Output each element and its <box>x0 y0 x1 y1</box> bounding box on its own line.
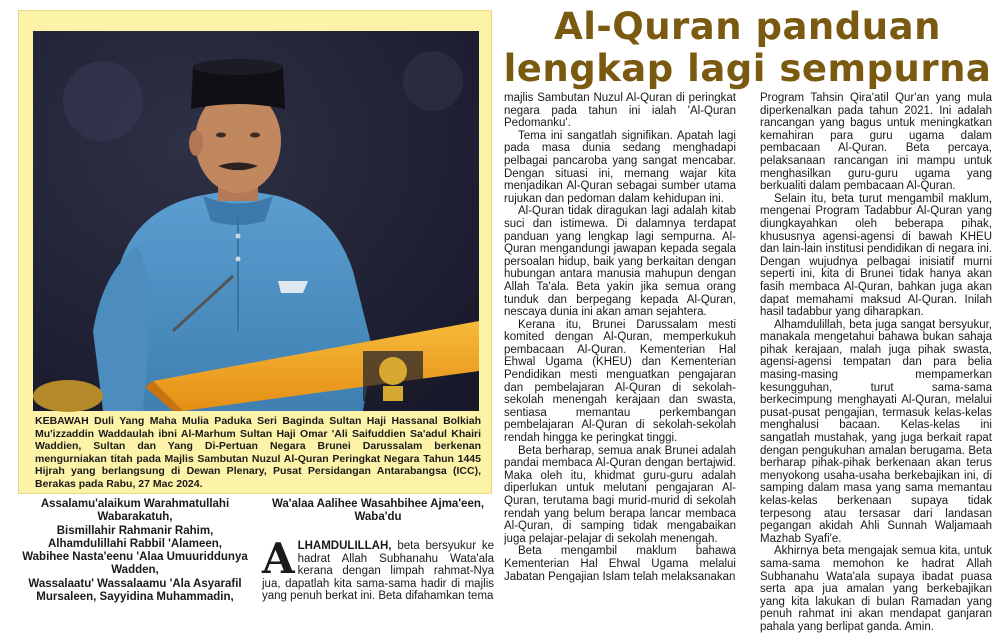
paragraph: majlis Sambutan Nuzul Al-Quran di peringkat negara pada tahun ini ialah 'Al-Quran Pedomanku'. <box>504 92 736 130</box>
salutation-line: Wadden, <box>111 564 159 577</box>
intro-first-word: LHAMDULILLAH, <box>297 540 392 552</box>
salutation-line: Assalamu'alaikum Warahmatullahi <box>40 498 230 510</box>
photo-panel <box>18 10 492 494</box>
paragraph: Beta berharap, semua anak Brunei adalah pandai membaca Al-Quran dengan bertajwid. Maka oleh itu, khidmat guru-guru adalah diperlukan untuk melutani pengajaran Al-Quran, terutama bagi murid-murid di sekolah rendah yang belum berapa lancar membaca Al-Quran, di samping tidak mengabaikan juga pelajar-pelajar di sekolah menengah. <box>504 444 736 545</box>
photo-caption: KEBAWAH Duli Yang Maha Mulia Paduka Seri Baginda Sultan Haji Hassanal Bolkiah Mu'izzaddin Waddaulah ibni Al-Marhum Sultan Haji Omar 'Ali Saifuddien Sa'adul Khairi Waddien, Sultan dan Yang Di-Pertuan Negara Brunei Darussalam berkenan mengurniakan titah pada Majlis Sambutan Nuzul Al-Quran Peringkat Negara Tahun 1445 Hijrah yang berlangsung di Dewan Plenary, Pusat Persidangan Antarabangsa (ICC), Berakas pada Rabu, 27 Mac 2024. <box>35 415 481 490</box>
paragraph: Al-Quran tidak diragukan lagi adalah kitab suci dan istimewa. Di dalamnya terdapat panduan yang lengkap lagi sempurna. Al-Quran mengandungi jawapan kepada segala persoalan hidup, baik yang berkaitan dengan hubungan antara manusia mahupun dengan Allah Ta'ala. Beta yakin jika semua orang tunduk dan berpegang kepada Al-Quran, nescaya dunia ini akan aman sejahtera. <box>504 205 736 319</box>
paragraph: Selain itu, beta turut mengambil maklum, mengenai Program Tadabbur Al-Quran yang diungkayahkan oleh beberapa pihak, khususnya agensi-agensi di bawah KHEU dan lain-lain institusi pendidikan di negara ini. Dengan wujudnya pelbagai inisiatif murni seperti ini, kita di Brunei tidak hanya akan fasih membaca Al-Quran, bahkan juga akan dapat memahami maksud Al-Quran. Inilah hasil tadabbur yang diharapkan. <box>760 192 992 319</box>
article-column-2 <box>760 92 992 633</box>
salutation-line: Wabarakatuh, <box>97 511 173 524</box>
salutation-line: Wabihee Nasta'eenu 'Alaa Umuuriddunya <box>22 551 248 564</box>
paragraph: Beta mengambil maklum bahawa Kementerian Hal Ehwal Ugama melalui Jabatan Pengajian Islam telah melaksanakan <box>504 545 736 583</box>
reply-line: Waba'du <box>354 511 402 524</box>
intro-text: beta bersyukur ke hadrat Allah Subhanahu Wata'ala kerana dengan limpah rahmat-Nya jua, dapatlah kita sama-sama hadir di majlis yang penuh berkat ini. Beta difahamkan tema <box>262 540 494 603</box>
headline-line-1: Al-Quran panduan <box>554 5 941 48</box>
salutation-reply <box>262 498 494 525</box>
drop-cap: A <box>262 534 295 583</box>
intro-paragraph <box>262 534 494 603</box>
paragraph: Tema ini sangatlah signifikan. Apatah lagi pada masa dunia sedang menghadapi pelbagai pancaroba yang sangat mencabar. Dengan situasi ini, memang wajar kita menjadikan Al-Quran sebagai sumber utama rujukan dan pedoman dalam kehidupan ini. <box>504 129 736 205</box>
photo-illustration <box>33 31 479 411</box>
paragraph: Alhamdulillah, beta juga sangat bersyukur, manakala mengetahui bahawa bukan sahaja pihak kerajaan, malah juga pihak swasta, agensi-agensi tempatan dan para belia masing-masing mempamerkan kesungguhan, turut sama-sama berkecimpung menghayati Al-Quran, melalui pusat-pusat pengajian, termasuk kelas-kelas menghalusi bacaan. Kelas-kelas ini sangatlah mustahak, yang juga berkait rapat dengan pengukuhan amalan berugama. Beta berharap pihak-pihak berkenaan akan terus menyokong usaha-usaha berkebajikan ini, di samping dalam masa yang sama memantau kelas-kelas berkenaan supaya tidak terpesong atau tersasar dari landasan pegangan akidah Ahli Sunnah Waljamaah Mazhab Syafi'e. <box>760 318 992 545</box>
reply-line: Wa'alaa Aalihee Wasahbihee Ajma'een, <box>271 498 485 510</box>
news-photo <box>33 31 479 411</box>
paragraph: Akhirnya beta mengajak semua kita, untuk sama-sama memohon ke hadrat Allah Subhanahu Wata'ala supaya ibadat puasa serta apa jua amalan yang berkebajikan yang kita lakukan di bulan Ramadan yang penuh rahmat ini akan mendapat ganjaran pahala yang berlipat ganda. Amin. <box>760 545 992 633</box>
salutation-line: Wassalaatu' Wassalaamu 'Ala Asyarafil <box>28 577 242 590</box>
salutation-line: Mursaleen, Sayyidina Muhammadin, <box>36 591 234 604</box>
salutation-line: Alhamdulillahi Rabbil 'Alameen, <box>48 537 222 550</box>
salutation-line: Bismillahir Rahmanir Rahim, <box>56 524 214 537</box>
headline <box>500 6 995 90</box>
headline-line-2: lengkap lagi sempurna <box>503 47 992 90</box>
article-column-1 <box>504 92 736 606</box>
paragraph: Program Tahsin Qira'atil Qur'an yang mula diperkenalkan pada tahun 2021. Ini adalah rancangan yang bagus untuk meningkatkan kemahiran para guru ugama dalam pembacaan Al-Quran. Beta percaya, pelaksanaan rancangan ini mampu untuk menghasilkan guru-guru ugama yang berkualiti dalam pembacaan Al-Quran. <box>760 92 992 193</box>
salutation <box>18 498 252 604</box>
paragraph: Kerana itu, Brunei Darussalam mesti komited dengan Al-Quran, memperkukuh pembacaan Al-Quran. Kementerian Hal Ehwal Ugama (KHEU) dan Kementerian Pendidikan mesti menguatkan pengajaran dan pembelajaran Al-Quran di sekolah-sekolah menengah kerajaan dan swasta, sentiasa memantau perkembangan pembelajaran Al-Quran di sekolah-sekolah rendah hingga ke peringkat tinggi. <box>504 318 736 445</box>
